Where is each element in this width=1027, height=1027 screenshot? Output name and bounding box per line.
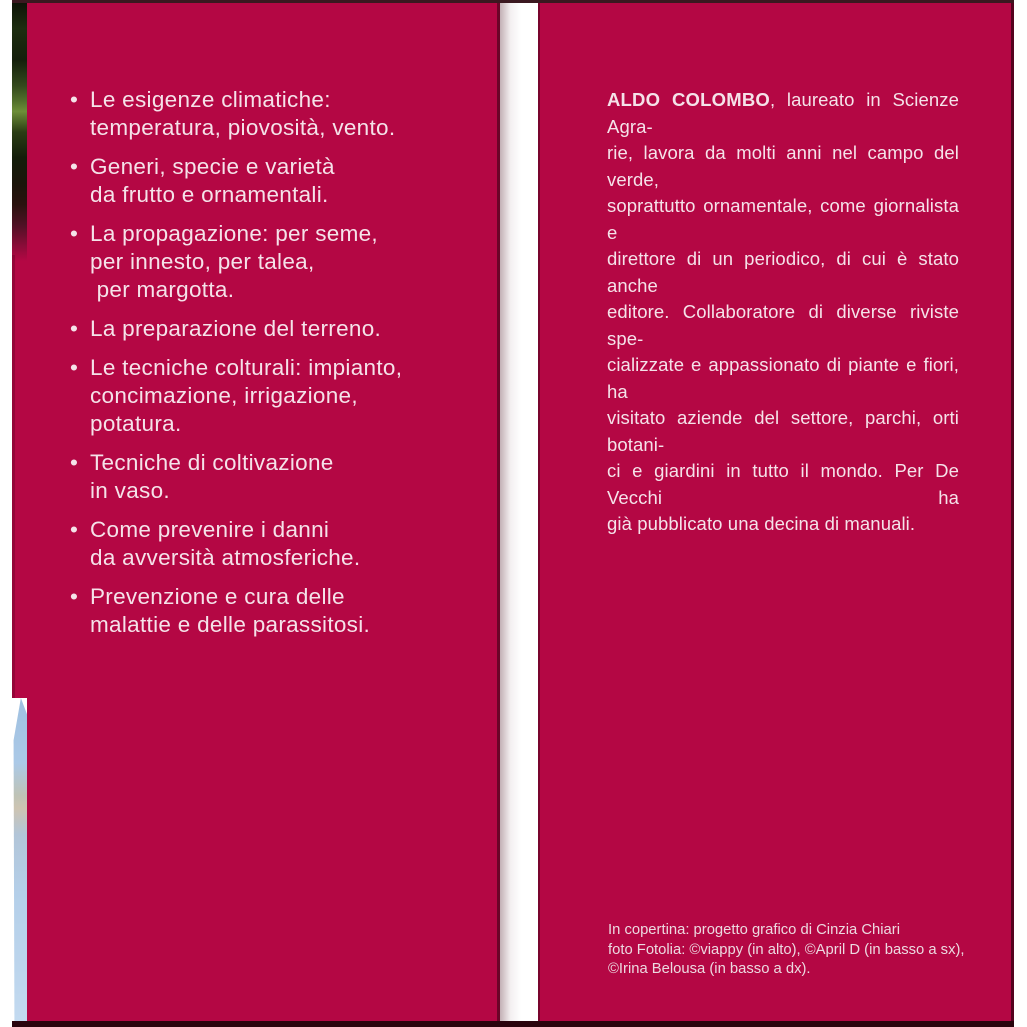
bio-line: direttore di un periodico, di cui è stato anche — [607, 248, 959, 296]
bullet-line: temperatura, piovosità, vento. — [90, 115, 396, 140]
author-bio — [607, 87, 959, 538]
sky-photo-sliver — [10, 698, 27, 1023]
bullet-marker-icon: • — [70, 355, 79, 380]
bullet-line: potatura. — [90, 411, 182, 436]
bullet-line: concimazione, irrigazione, — [90, 383, 358, 408]
bullet-line: per margotta. — [90, 277, 235, 302]
bullet-line: Tecniche di coltivazione — [90, 450, 334, 475]
sky-photo-region — [10, 698, 27, 1023]
bio-line: ci e giardini in tutto il mondo. Per De Vecchi ha — [607, 460, 959, 508]
bullet-marker-icon: • — [70, 584, 79, 609]
bullet-line: da avversità atmosferiche. — [90, 545, 361, 570]
bullet-line: Le tecniche colturali: impianto, — [90, 355, 403, 380]
bio-line: visitato aziende del settore, parchi, orti botani- — [607, 407, 959, 455]
flap-edge-shadow — [12, 255, 15, 705]
bullet-line: in vaso. — [90, 478, 170, 503]
spine-gap — [500, 3, 538, 1022]
bullet-line: Le esigenze climatiche: — [90, 87, 331, 112]
bullet-text — [90, 354, 490, 438]
author-name: ALDO COLOMBO — [607, 89, 770, 110]
contents-bullet-list — [70, 86, 490, 650]
bullet-text — [90, 516, 490, 572]
bullet-line: malattie e delle parassitosi. — [90, 612, 371, 637]
bullet-item — [70, 583, 490, 639]
bullet-item — [70, 315, 490, 343]
bullet-text — [90, 583, 490, 639]
bio-line: soprattutto ornamentale, come giornalista e — [607, 195, 959, 243]
bullet-line: La preparazione del terreno. — [90, 316, 382, 341]
bio-line: rie, lavora da molti anni nel campo del verde, — [607, 142, 959, 190]
bullet-marker-icon: • — [70, 517, 79, 542]
scan-bottom-border — [12, 1021, 1014, 1027]
bullet-item — [70, 516, 490, 572]
bullet-item — [70, 220, 490, 304]
foliage-photo-sliver — [12, 3, 27, 261]
bullet-item — [70, 354, 490, 438]
bullet-text — [90, 153, 490, 209]
bullet-line: La propagazione: per seme, — [90, 221, 378, 246]
bullet-text — [90, 315, 490, 343]
bullet-line: Generi, specie e varietà — [90, 154, 335, 179]
bio-line: editore. Collaboratore di diverse riviste spe- — [607, 301, 959, 349]
bullet-marker-icon: • — [70, 450, 79, 475]
bio-line: ALDO COLOMBO, laureato in Scienze Agra- — [607, 89, 959, 137]
bullet-marker-icon: • — [70, 221, 79, 246]
bullet-item — [70, 153, 490, 209]
bullet-text — [90, 86, 490, 142]
bullet-item — [70, 449, 490, 505]
bullet-line: Prevenzione e cura delle — [90, 584, 345, 609]
bullet-marker-icon: • — [70, 87, 79, 112]
credits-line: foto Fotolia: ©viappy (in alto), ©April D (in basso a sx), — [608, 941, 965, 958]
bullet-marker-icon: • — [70, 154, 79, 179]
bullet-line: Come prevenire i danni — [90, 517, 330, 542]
bullet-text — [90, 220, 490, 304]
bullet-line: da frutto e ornamentali. — [90, 182, 329, 207]
bullet-item — [70, 86, 490, 142]
credits-line: ©Irina Belousa (in basso a dx). — [608, 961, 811, 977]
bio-line: cializzate e appassionato di piante e fiori, ha — [607, 354, 959, 402]
bullet-line: per innesto, per talea, — [90, 249, 315, 274]
bio-line: già pubblicato una decina di manuali. — [607, 513, 916, 534]
credits-line: In copertina: progetto grafico di Cinzia Chiari — [608, 922, 900, 938]
bullet-marker-icon: • — [70, 316, 79, 341]
cover-credits — [608, 921, 988, 980]
bullet-text — [90, 449, 490, 505]
